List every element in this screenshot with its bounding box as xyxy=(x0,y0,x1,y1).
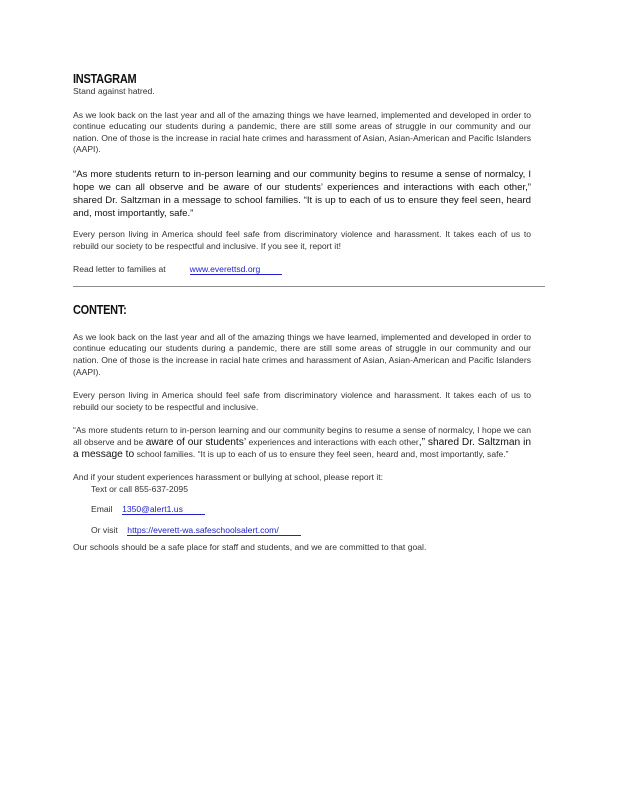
instagram-paragraph-1: As we look back on the last year and all of the amazing things we have learned, implemented and developed in order to continue educating our students during a pandemic, there are still some areas of struggle in our community and our nation. One of those is the increase in racial hate crimes and harassment of Asian, Asian-American and Pacific Islanders (AAPI). xyxy=(73,109,531,155)
report-intro: And if your student experiences harassment or bullying at school, please report it: xyxy=(73,472,384,483)
email-label: Email xyxy=(91,504,113,515)
visit-label: Or visit xyxy=(91,524,118,535)
instagram-read-line xyxy=(73,264,531,276)
content-quote-part-4: ,” shared Dr. Saltzman in a message to xyxy=(73,436,532,460)
safeschools-link[interactable]: https://everett-wa.safeschoolsalert.com/ xyxy=(127,525,300,536)
document-page xyxy=(73,72,531,554)
content-quote-part-2: aware of our students’ xyxy=(145,436,247,448)
closing-paragraph: Our schools should be a safe place for staff and students, and we are committed to that goal. xyxy=(73,542,427,553)
content-quote-part-3: experiences and interactions with each other xyxy=(248,436,419,447)
instagram-tagline: Stand against hatred. xyxy=(73,86,155,96)
everettsd-link[interactable]: www.everettsd.org xyxy=(190,264,283,275)
read-letter-text: Read letter to families at xyxy=(73,264,166,275)
email-link[interactable]: 1350@alert1.us xyxy=(122,504,205,515)
text-call-line: Text or call 855-637-2095 xyxy=(91,483,188,494)
instagram-heading: INSTAGRAM xyxy=(73,72,137,86)
section-divider xyxy=(73,286,545,287)
content-paragraph-1: As we look back on the last year and all of the amazing things we have learned, implemented and developed in order to continue educating our students during a pandemic, there are still some areas of struggle in our community and our nation. One of those is the increase in racial hate crimes and harassment of Asian, Asian-American and Pacific Islanders (AAPI). xyxy=(73,331,531,377)
instagram-quote: “As more students return to in-person learning and our community begins to resume a sense of normalcy, I hope we can all observe and be aware of our students’ experiences and interactions with each other,” shared Dr. Saltzman in a message to school families. “It is up to each of us to ensure they feel seen, heard and, most importantly, safe.” xyxy=(73,168,531,219)
content-quote-part-5: school families. “It is up to each of us to ensure they feel seen, heard and, most importantly, safe.” xyxy=(136,448,509,459)
instagram-paragraph-3: Every person living in America should feel safe from discriminatory violence and harassment. It takes each of us to rebuild our society to be respectful and inclusive. If you see it, report it! xyxy=(73,228,531,251)
email-line xyxy=(73,504,531,516)
visit-line xyxy=(73,525,531,537)
content-heading: CONTENT: xyxy=(73,302,127,317)
content-paragraph-2: Every person living in America should feel safe from discriminatory violence and harassment. It takes each of us to rebuild our society to be respectful and inclusive. xyxy=(73,390,531,412)
content-quote xyxy=(73,425,531,460)
content-quote-part-1: “As more students return to in-person learning and our community begins to resume a sense of normalcy, I hope we can all observe and be xyxy=(73,425,531,447)
